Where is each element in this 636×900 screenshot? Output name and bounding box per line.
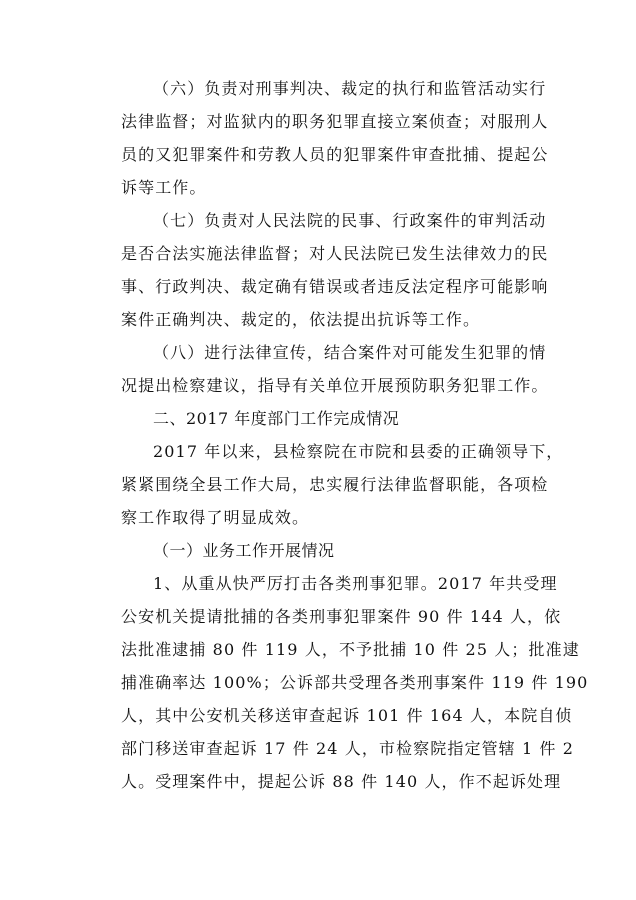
subsection-one-heading xyxy=(121,534,517,567)
section-two-heading xyxy=(121,402,517,435)
text-line: 事、行政判决、裁定确有错误或者违反法定程序可能影响 xyxy=(121,277,549,296)
text-line: 法批准逮捕 80 件 119 人，不予批捕 10 件 25 人；批准逮 xyxy=(121,640,580,659)
text-line: 紧紧围绕全县工作大局，忠实履行法律监督职能，各项检 xyxy=(121,475,549,494)
text-line: 况提出检察建议，指导有关单位开展预防职务犯罪工作。 xyxy=(121,376,549,395)
section-heading: 二、2017 年度部门工作完成情况 xyxy=(153,409,400,428)
text-line: 诉等工作。 xyxy=(121,178,207,197)
paragraph-point-one xyxy=(121,567,589,798)
paragraph-item-six xyxy=(121,72,549,204)
text-line: 公安机关提请批捕的各类刑事犯罪案件 90 件 144 人，依 xyxy=(121,607,562,626)
paragraph-item-eight xyxy=(121,336,549,402)
paragraph-item-seven xyxy=(121,204,549,336)
text-line: 是否合法实施法律监督；对人民法院已发生法律效力的民 xyxy=(121,244,549,263)
text-line: 法律监督；对监狱内的职务犯罪直接立案侦查；对服刑人 xyxy=(121,112,549,131)
text-line: 察工作取得了明显成效。 xyxy=(121,508,310,527)
text-line: 人，其中公安机关移送审查起诉 101 件 164 人，本院自侦 xyxy=(121,706,573,725)
text-line: （七）负责对人民法院的民事、行政案件的审判活动 xyxy=(153,211,547,230)
subsection-heading: （一）业务工作开展情况 xyxy=(153,541,335,560)
text-line: （八）进行法律宣传，结合案件对可能发生犯罪的情 xyxy=(153,343,547,362)
text-line: 1、从重从快严厉打击各类刑事犯罪。2017 年共受理 xyxy=(153,574,558,593)
text-line: （六）负责对刑事判决、裁定的执行和监管活动实行 xyxy=(153,79,547,98)
text-line: 部门移送审查起诉 17 件 24 人，市检察院指定管辖 1 件 2 xyxy=(121,739,574,758)
text-line: 2017 年以来，县检察院在市院和县委的正确领导下， xyxy=(153,442,564,461)
text-line: 捕准确率达 100%；公诉部共受理各类刑事案件 119 件 190 xyxy=(121,673,589,692)
text-line: 员的又犯罪案件和劳教人员的犯罪案件审查批捕、提起公 xyxy=(121,145,549,164)
text-line: 人。受理案件中，提起公诉 88 件 140 人，作不起诉处理 xyxy=(121,772,562,791)
document-body xyxy=(121,72,589,862)
text-line: 案件正确判决、裁定的，依法提出抗诉等工作。 xyxy=(121,310,481,329)
paragraph-section-two-intro xyxy=(121,435,564,534)
